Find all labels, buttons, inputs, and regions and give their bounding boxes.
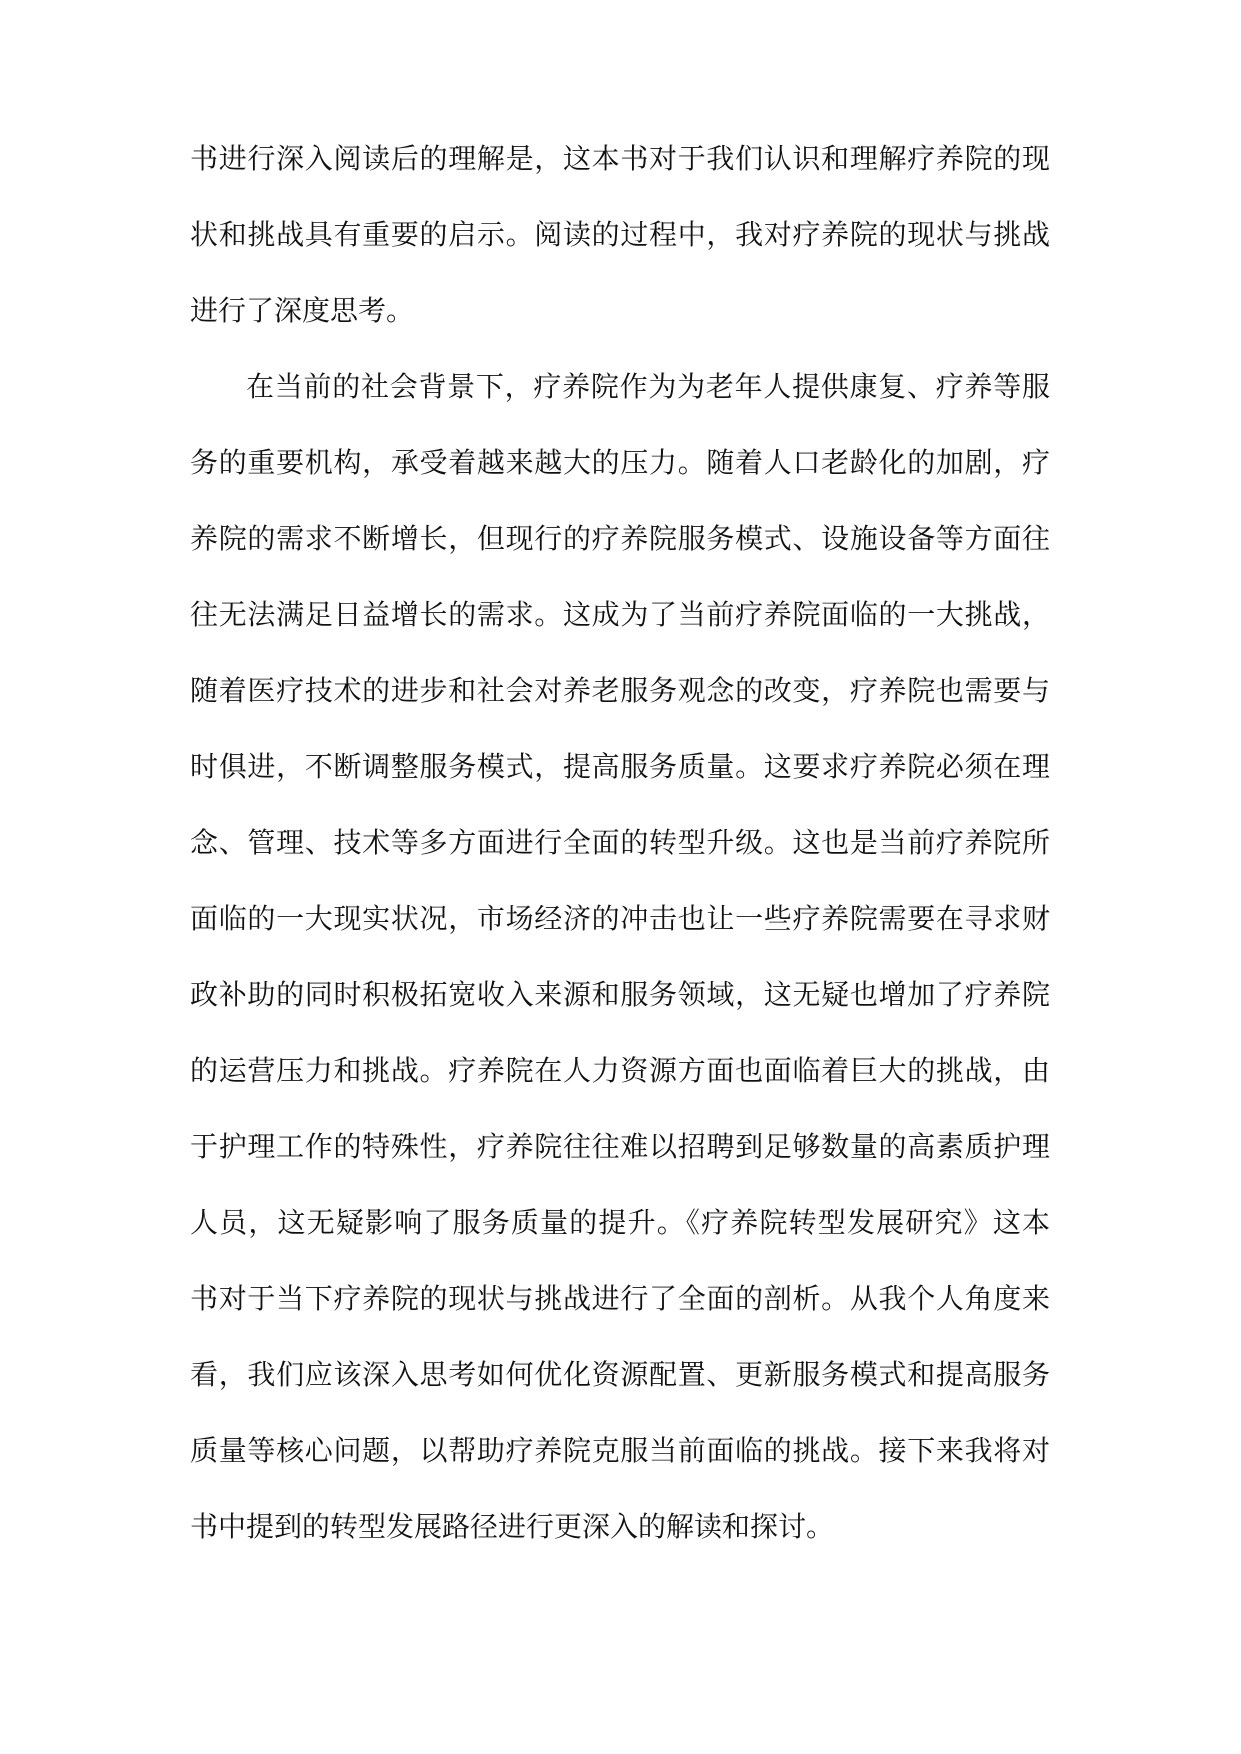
text-line: 书对于当下疗养院的现状与挑战进行了全面的剖析。从我个人角度来 [190,1282,1050,1315]
text-line: 人员，这无疑影响了服务质量的提升。《疗养院转型发展研究》这本 [190,1206,1050,1239]
text-line: 务的重要机构，承受着越来越大的压力。随着人口老龄化的加剧，疗 [190,446,1050,479]
text-line: 往无法满足日益增长的需求。这成为了当前疗养院面临的一大挑战， [190,598,1050,631]
text-line: 随着医疗技术的进步和社会对养老服务观念的改变，疗养院也需要与 [190,674,1050,707]
text-line: 于护理工作的特殊性，疗养院往往难以招聘到足够数量的高素质护理 [190,1130,1050,1163]
text-line: 念、管理、技术等多方面进行全面的转型升级。这也是当前疗养院所 [190,826,1050,859]
text-line: 在当前的社会背景下，疗养院作为为老年人提供康复、疗养等服 [246,370,1050,403]
text-line: 政补助的同时积极拓宽收入来源和服务领域，这无疑也增加了疗养院 [190,978,1050,1011]
text-line: 书中提到的转型发展路径进行更深入的解读和探讨。 [190,1510,835,1543]
text-line: 的运营压力和挑战。疗养院在人力资源方面也面临着巨大的挑战，由 [190,1054,1050,1087]
text-line: 时俱进，不断调整服务模式，提高服务质量。这要求疗养院必须在理 [190,750,1050,783]
text-line: 质量等核心问题，以帮助疗养院克服当前面临的挑战。接下来我将对 [190,1434,1050,1467]
paragraph [190,142,1050,328]
text-line: 面临的一大现实状况，市场经济的冲击也让一些疗养院需要在寻求财 [190,902,1050,935]
body-text [190,142,1050,1586]
text-line: 看，我们应该深入思考如何优化资源配置、更新服务模式和提高服务 [190,1358,1050,1391]
text-line: 书进行深入阅读后的理解是，这本书对于我们认识和理解疗养院的现 [190,142,1050,175]
paragraph [190,370,1050,1544]
text-line: 养院的需求不断增长，但现行的疗养院服务模式、设施设备等方面往 [190,522,1050,555]
text-line: 状和挑战具有重要的启示。阅读的过程中，我对疗养院的现状与挑战 [190,218,1050,251]
text-line: 进行了深度思考。 [190,294,415,327]
